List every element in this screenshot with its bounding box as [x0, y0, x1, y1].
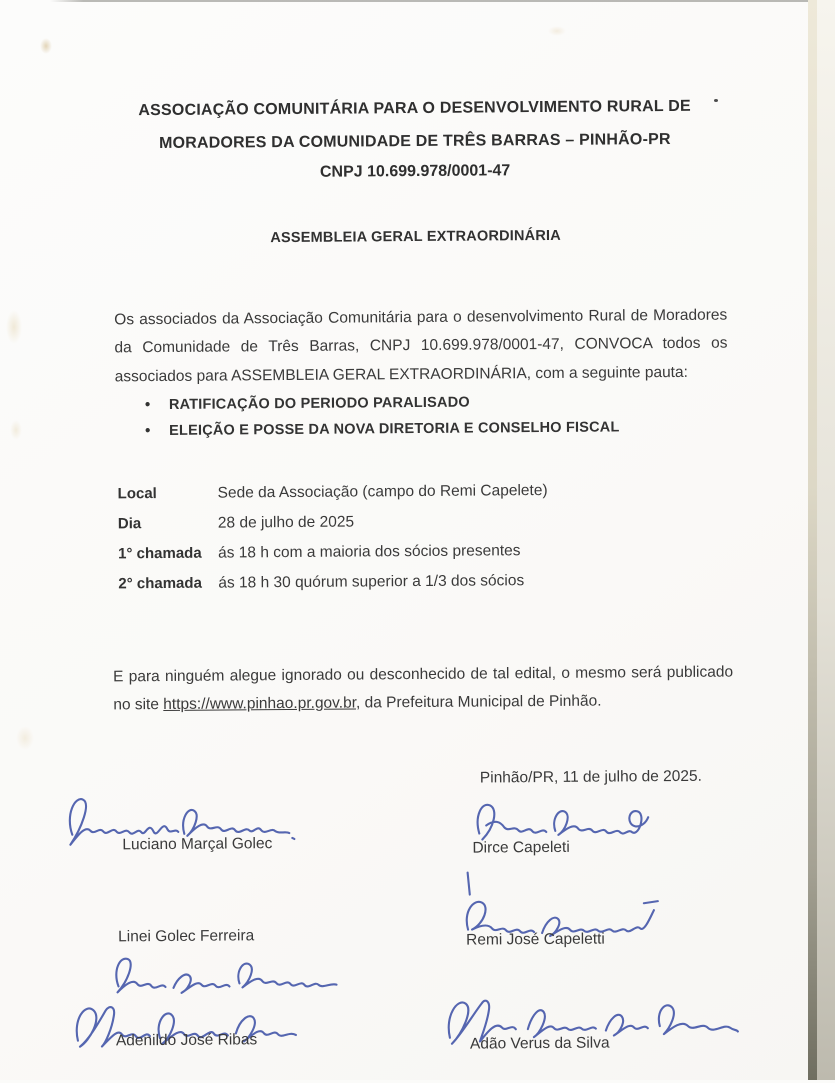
agenda-item-label: RATIFICAÇÃO DO PERIODO PARALISADO [168, 394, 470, 413]
publication-notice [113, 658, 733, 719]
signatory-name: Remi José Capeletti [466, 930, 605, 949]
signature-remi-pen-tick [466, 872, 472, 896]
title-line-1: ASSOCIAÇÃO COMUNITÁRIA PARA O DESENVOLVIMENTO RURAL DE [138, 97, 691, 120]
signatory-name: Luciano Marçal Golec [122, 835, 273, 854]
signature-linei-golec-ferreira [109, 949, 341, 999]
document-title [106, 90, 722, 161]
signatory-name: Adenildo José Ribas [115, 1031, 258, 1050]
document-subtitle: ASSEMBLEIA GERAL EXTRAORDINÁRIA [270, 227, 561, 247]
meeting-details [118, 480, 679, 604]
signatory-name: Linei Golec Ferreira [118, 927, 255, 946]
detail-label: 2° chamada [118, 574, 202, 593]
signatory-name: Dirce Capeleti [472, 838, 570, 857]
detail-value: ás 18 h 30 quórum superior a 1/3 dos sócios [218, 572, 525, 592]
detail-row-dia [118, 510, 678, 533]
bullet-icon: • [144, 396, 151, 414]
detail-row-local [118, 480, 678, 503]
detail-value: Sede da Associação (campo do Remi Capelete) [217, 481, 548, 502]
cnpj-line: CNPJ 10.699.978/0001-47 [319, 162, 511, 181]
detail-value: ás 18 h com a maioria dos sócios presentes [218, 542, 521, 562]
date-place-line: Pinhão/PR, 11 de julho de 2025. [479, 767, 702, 787]
notice-text-before: E para ninguém alegue ignorado ou desconhecido de tal edital, o mesmo será publicado no site [112, 663, 734, 713]
agenda-item-label: ELEIÇÃO E POSSE DA NOVA DIRETORIA E CONSELHO FISCAL [169, 419, 620, 439]
detail-label: 1° chamada [118, 544, 202, 563]
detail-row-primeira-chamada [118, 540, 678, 563]
title-line-2: MORADORES DA COMUNIDADE DE TRÊS BARRAS – PINHÃO-PR [158, 130, 671, 153]
bullet-icon: • [145, 422, 151, 440]
signature-dirce-capeleti [470, 794, 662, 844]
detail-label: Dia [117, 515, 142, 533]
signatory-name: Adão Verus da Silva [469, 1034, 610, 1053]
agenda-item [145, 418, 665, 439]
notice-text-after: , da Prefeitura Municipal de Pinhão. [355, 692, 602, 711]
scanner-edge-band [808, 0, 835, 1080]
agenda-item [145, 392, 665, 413]
detail-value: 28 de julho de 2025 [217, 513, 355, 532]
agenda-list [145, 392, 665, 448]
intro-paragraph: Os associados da Associação Comunitária para o desenvolvimento Rural de Moradores da Comunidade de Três Barras, CNPJ 10.699.978/0001-47, CONVOCA todos os associados para ASSEMBLEIA GERAL EXTRAORDINÁRIA, com a seguinte pauta: [114, 306, 728, 385]
detail-row-segunda-chamada [118, 570, 678, 593]
publication-url: https://www.pinhao.pr.gov.br [163, 693, 357, 713]
detail-label: Local [117, 485, 157, 503]
